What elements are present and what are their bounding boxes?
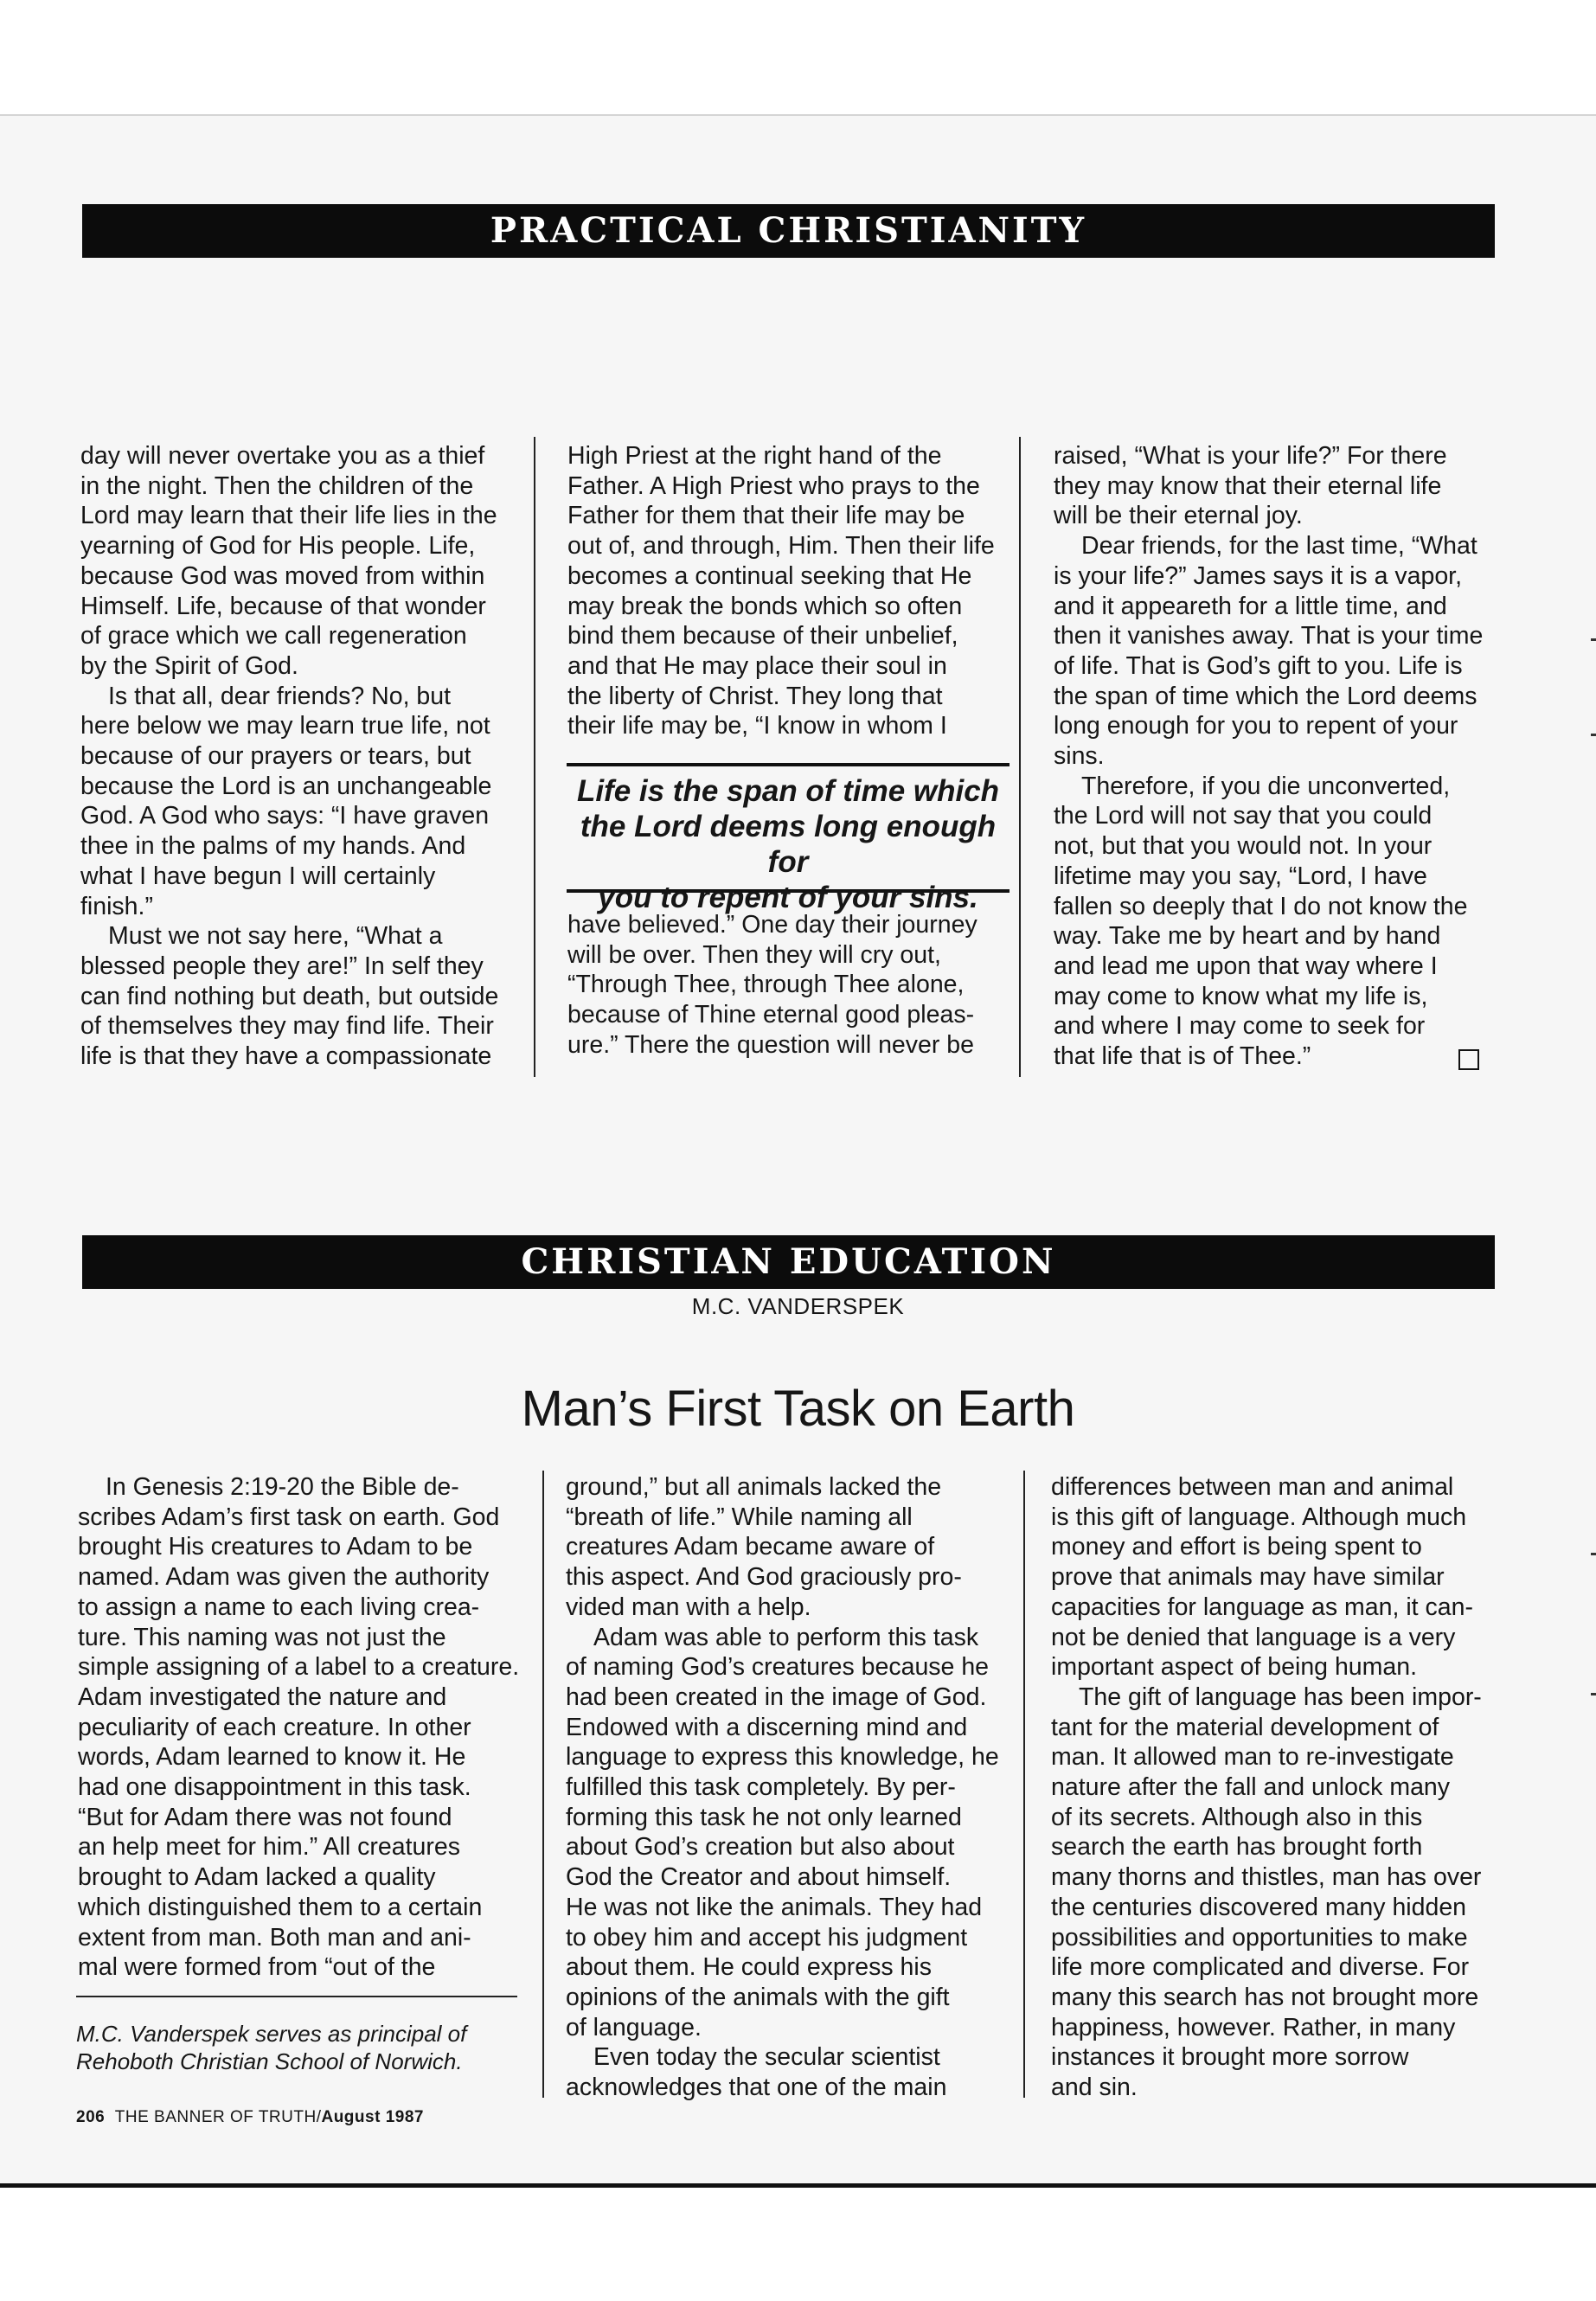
column-divider	[1023, 1471, 1025, 2098]
paragraph: In Genesis 2:19-20 the Bible de- scribes Adam’s first task on earth. God brought His creatures to Adam to be named. Adam was given the authority to assign a name to each living crea- ture. This naming was not just the simple assigning of a label to a creature. Adam investigated the nature and peculiarity of each creature. In other words, Adam learned to know it. He had one disappointment in this task. “But for Adam there was not found an help meet for him.” All creatures brought to Adam lacked a quality which distinguished them to a certain extent from man. Both man and ani- mal were formed from “out of the	[78, 1473, 520, 1982]
paragraph: The gift of language has been impor- tant for the material development of man. It allowed man to re-investigate nature after the fall and unlock many of its secrets. Although also in this search the earth has brought forth many thorns and thistles, man has over the centuries discovered many hidden possibilities and opportunities to make life more complicated and diverse. For many this search has not brought more happiness, however. Rather, in many instances it brought more sorrow and sin.	[1051, 1682, 1482, 2102]
section-header-practical-christianity: PRACTICAL CHRISTIANITY	[82, 204, 1495, 258]
practical-column-1	[80, 441, 530, 1072]
education-column-1	[78, 1472, 528, 1983]
author-note: M.C. Vanderspek serves as principal of Rehoboth Christian School of Norwich.	[76, 2021, 467, 2074]
author-byline: M.C. VANDERSPEK	[691, 1293, 905, 1319]
end-of-article-mark-icon	[1458, 1049, 1479, 1070]
column-divider	[542, 1471, 544, 2098]
practical-column-2-continued	[567, 910, 1017, 1061]
paragraph: day will never overtake you as a thief in the night. Then the children of the Lord may learn that their life lies in the yearning of God for His people. Life, because God was moved from within Himself. Life, because of that wonder of grace which we call regeneration by the Spirit of God.	[80, 442, 497, 680]
issue-date: August 1987	[321, 2108, 424, 2126]
section-header-christian-education: CHRISTIAN EDUCATION	[82, 1235, 1495, 1289]
edge-mark	[1591, 638, 1596, 641]
paragraph: ground,” but all animals lacked the “breath of life.” While naming all creatures Adam became aware of this aspect. And God graciously pro- vided man with a help.	[566, 1473, 962, 1621]
paragraph: have believed.” One day their journey will be over. Then they will cry out, “Through Thee, through Thee alone, because of Thine eternal good pleas- ure.” There the question will never be	[567, 911, 977, 1059]
paragraph: Therefore, if you die unconverted, the Lord will not say that you could not, but that you would not. In your lifetime may you say, “Lord, I have fallen so deeply that I do not know the way. Take me by heart and by hand and lead me upon that way where I may come to know what my life is, and where I may come to seek for that life that is of Thee.”	[1054, 772, 1468, 1071]
paragraph: raised, “What is your life?” For there they may know that their eternal life will be their eternal joy.	[1054, 442, 1447, 530]
column-divider	[534, 437, 535, 1077]
article-title: Man’s First Task on Earth	[521, 1381, 1075, 1437]
publication-name: THE BANNER OF TRUTH/	[114, 2108, 322, 2126]
practical-column-3	[1054, 441, 1503, 1072]
edge-mark	[1591, 1693, 1596, 1695]
paragraph: Must we not say here, “What a blessed people they are!” In self they can find nothing but death, but outside of themselves they may find life. Their life is that they have a compassionate	[80, 922, 499, 1071]
paragraph: Even today the secular scientist acknowledges that one of the main	[566, 2043, 947, 2102]
paragraph: Is that all, dear friends? No, but here below we may learn true life, not because of our prayers or tears, but because the Lord is an unchangeable God. A God who says: “I have graven thee in the palms of my hands. And what I have begun I will certainly finish.”	[80, 682, 492, 920]
pull-quote: Life is the span of time which the Lord deems long enough for you to repent of your sins.	[567, 763, 1010, 893]
paragraph: Adam was able to perform this task of naming God’s creatures because he had been created in the image of God. Endowed with a discerning mind and language to express this knowledge, he fulfilled this task completely. By per- forming this task he not only learned about God’s creation but also about God the Creator and about himself. He was not like the animals. They had to obey him and accept his judgment about them. He could express his opinions of the animals with the gift of language.	[566, 1623, 999, 2041]
education-column-2	[566, 1472, 1016, 2103]
footnote-rule	[76, 1996, 517, 1997]
paragraph: differences between man and animal is this gift of language. Although much money and effort is being spent to prove that animals may have similar capacities for language as man, it can- not be denied that language is a very important aspect of being human.	[1051, 1473, 1473, 1682]
paragraph: High Priest at the right hand of the Father. A High Priest who prays to the Father for them that their life may be out of, and through, Him. Then their life becomes a continual seeking that He may break the bonds which so often bind them because of their unbelief, and that He may place their soul in the liberty of Christ. They long that their life may be, “I know in whom I	[567, 442, 995, 740]
page-number: 206	[76, 2108, 106, 2126]
page-footer	[76, 2108, 424, 2127]
edge-mark	[1591, 1553, 1596, 1555]
paragraph: Dear friends, for the last time, “What is your life?” James says it is a vapor, and it appeareth for a little time, and then it vanishes away. That is your time of life. That is God’s gift to you. Life is the span of time which the Lord deems long enough for you to repent of your sins.	[1054, 532, 1484, 771]
practical-column-2	[567, 441, 1017, 741]
column-divider	[1019, 437, 1021, 1077]
edge-mark	[1591, 734, 1596, 736]
education-column-3	[1051, 1472, 1505, 2103]
